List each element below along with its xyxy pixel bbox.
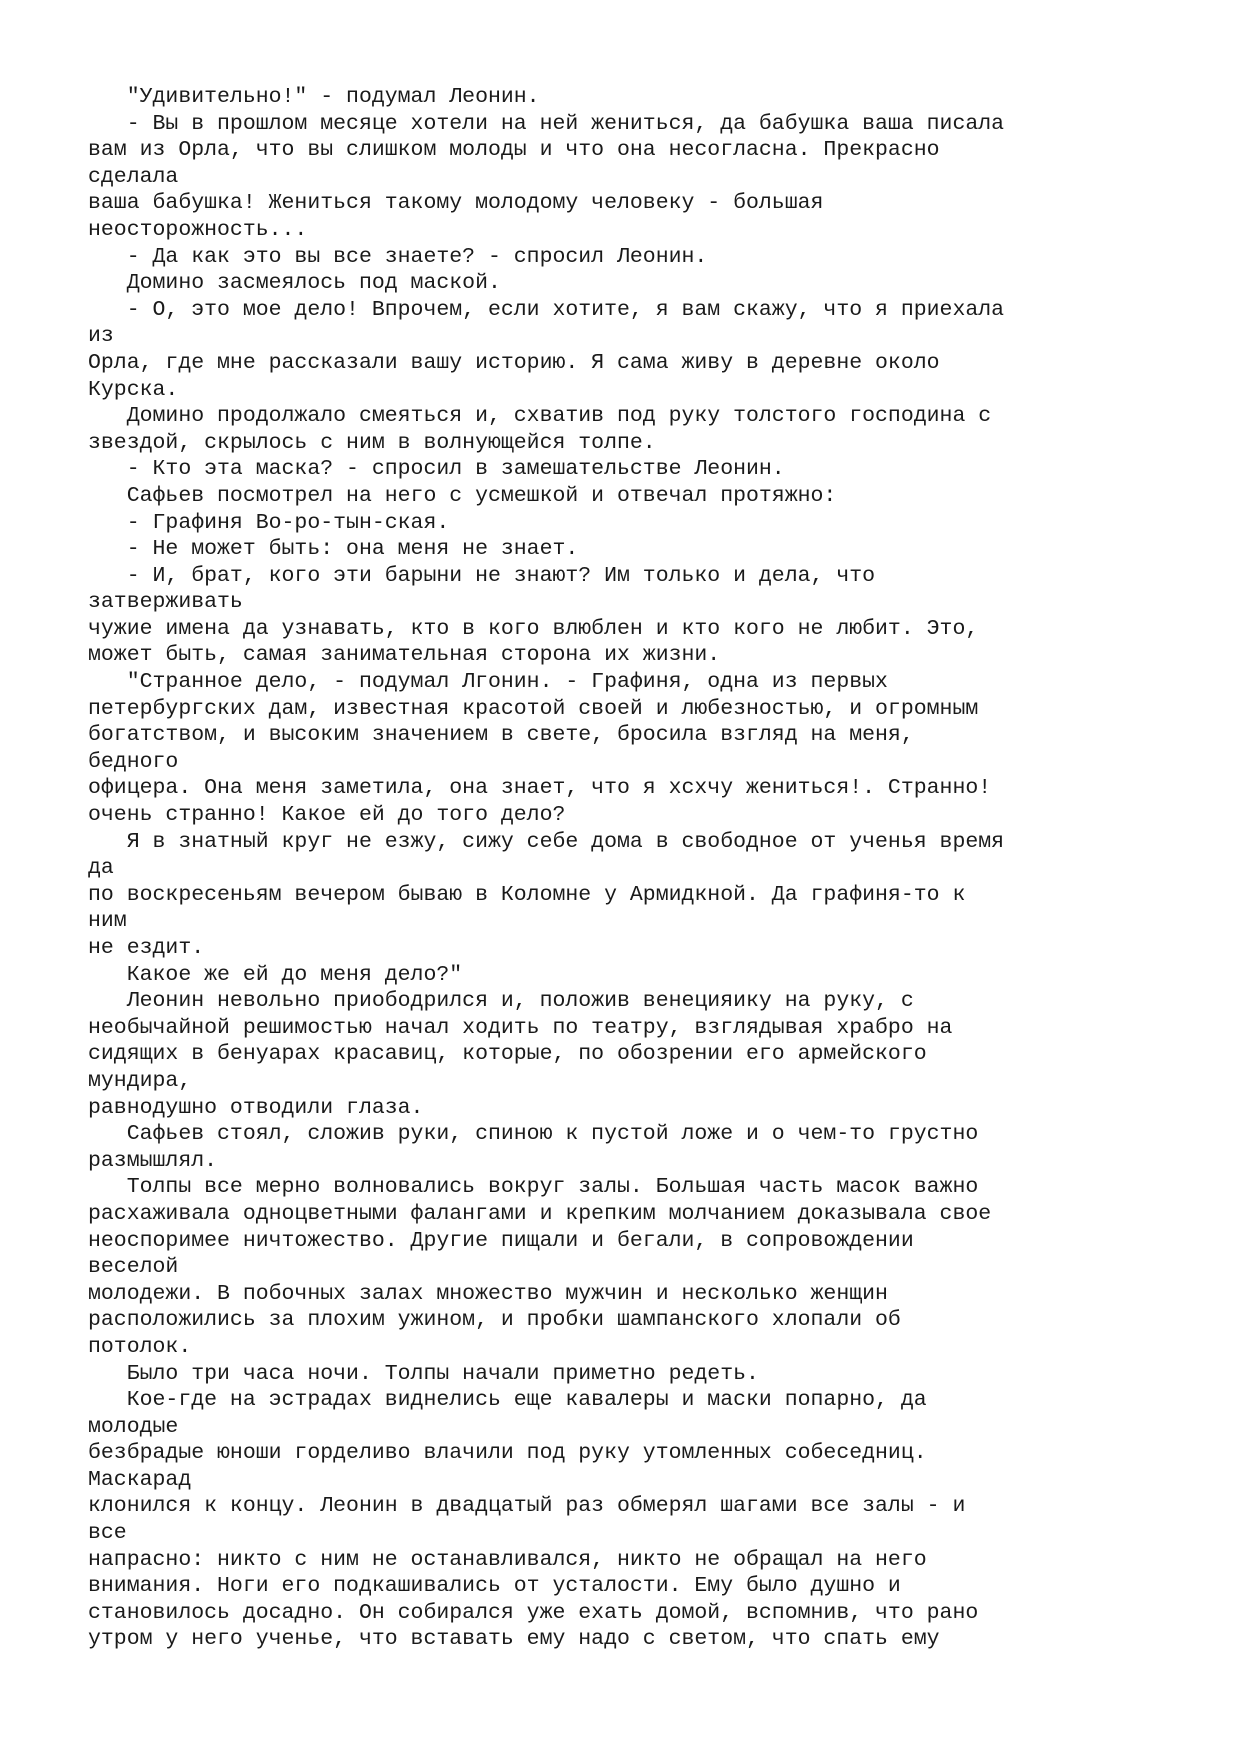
text-line: становилось досадно. Он собирался уже ехать домой, вспомнив, что рано — [88, 1600, 979, 1625]
text-line: - Да как это вы все знаете? - спросил Леонин. — [88, 244, 708, 269]
text-line: необычайной решимостью начал ходить по театру, взглядывая храбро на — [88, 1015, 953, 1040]
text-line: потолок. — [88, 1334, 192, 1359]
text-line: размышлял. — [88, 1148, 218, 1173]
text-line: расхаживала одноцветными фалангами и крепким молчанием доказывала свое — [88, 1201, 992, 1226]
text-line: богатством, и высоким значением в свете, бросила взгляд на меня, — [88, 723, 914, 748]
text-line: - И, брат, кого эти барыни не знают? Им только и дела, что — [88, 563, 876, 588]
text-line: сделала — [88, 164, 179, 189]
text-line: Орла, где мне рассказали вашу историю. Я сама живу в деревне около — [88, 350, 940, 375]
text-line: затверживать — [88, 590, 243, 615]
text-line: Сафьев посмотрел на него с усмешкой и отвечал протяжно: — [88, 483, 837, 508]
text-line: "Удивительно!" - подумал Леонин. — [88, 85, 540, 109]
text-line: Кое-где на эстрадах виднелись еще кавалеры и маски попарно, да — [88, 1388, 927, 1413]
text-line: чужие имена да узнавать, кто в кого влюблен и кто кого не любит. Это, — [88, 616, 979, 641]
text-line: Сафьев стоял, сложив руки, спиною к пустой ложе и о чем-то грустно — [88, 1122, 979, 1147]
text-line: неосторожность... — [88, 217, 308, 242]
text-line: бедного — [88, 749, 179, 774]
text-line: молодые — [88, 1414, 179, 1439]
text-line: "Странное дело, - подумал Лгонин. - Графиня, одна из первых — [88, 670, 888, 695]
text-line: не ездит. — [88, 936, 205, 960]
text-line: молодежи. В побочных залах множество мужчин и несколько женщин — [88, 1281, 888, 1306]
text-line: неоспоримее ничтожество. Другие пищали и бегали, в сопровождении — [88, 1228, 914, 1253]
text-line: утром у него ученье, что вставать ему надо с светом, что спать ему — [88, 1627, 940, 1652]
text-line: Толпы все мерно волновались вокруг залы. Большая часть масок важно — [88, 1175, 979, 1200]
text-line: Домино продолжало смеяться и, схватив под руку толстого господина с — [88, 404, 992, 429]
text-line: Леонин невольно приободрился и, положив венецияику на руку, с — [88, 989, 914, 1014]
text-line: все — [88, 1521, 127, 1546]
text-line: Маскарад — [88, 1467, 192, 1492]
text-line: да — [88, 856, 114, 881]
text-line: звездой, скрылось с ним в волнующейся толпе. — [88, 430, 656, 455]
text-line: сидящих в бенуарах красавиц, которые, по обозрении его армейского — [88, 1042, 927, 1067]
text-line: безбрадые юноши горделиво влачили под руку утомленных собеседниц. — [88, 1441, 927, 1466]
text-line: Было три часа ночи. Толпы начали приметно редеть. — [88, 1361, 759, 1386]
text-line: равнодушно отводили глаза. — [88, 1095, 424, 1120]
text-line: из — [88, 324, 114, 349]
text-line: Я в знатный круг не езжу, сижу себе дома в свободное от ученья время — [88, 829, 1005, 854]
text-line: расположились за плохим ужином, и пробки шампанского хлопали об — [88, 1308, 901, 1333]
text-line: - Графиня Во-ро-тын-ская. — [88, 510, 450, 535]
text-line: Домино засмеялось под маской. — [88, 271, 501, 296]
text-line: - Вы в прошлом месяце хотели на ней жениться, да бабушка ваша писала — [88, 111, 1005, 136]
text-line: офицера. Она меня заметила, она знает, что я хсхчу жениться!. Странно! — [88, 776, 992, 801]
text-line: по воскресеньям вечером бываю в Коломне у Армидкной. Да графиня-то к — [88, 882, 966, 907]
text-line: Курска. — [88, 377, 179, 402]
text-line: вам из Орла, что вы слишком молоды и что она несогласна. Прекрасно — [88, 138, 940, 163]
text-line: может быть, самая занимательная сторона их жизни. — [88, 643, 721, 668]
text-line: - Кто эта маска? - спросил в замешательстве Леонин. — [88, 457, 785, 482]
text-line: петербургских дам, известная красотой своей и любезностью, и огромным — [88, 696, 979, 721]
text-line: внимания. Ноги его подкашивались от усталости. Ему было душно и — [88, 1574, 901, 1599]
text-line: мундира, — [88, 1068, 192, 1093]
text-line: ним — [88, 909, 127, 934]
text-line: веселой — [88, 1255, 179, 1280]
text-line: напрасно: никто с ним не останавливался, никто не обращал на него — [88, 1547, 927, 1572]
text-line: ваша бабушка! Жениться такому молодому человеку - большая — [88, 191, 824, 216]
document-text — [88, 84, 1208, 1653]
text-line: очень странно! Какое ей до того дело? — [88, 803, 566, 828]
text-line: Какое же ей до меня дело?" — [88, 962, 463, 987]
text-line: - Не может быть: она меня не знает. — [88, 537, 579, 562]
text-line: - О, это мое дело! Впрочем, если хотите, я вам скажу, что я приехала — [88, 297, 1005, 322]
text-line: клонился к концу. Леонин в двадцатый раз обмерял шагами все залы - и — [88, 1494, 966, 1519]
